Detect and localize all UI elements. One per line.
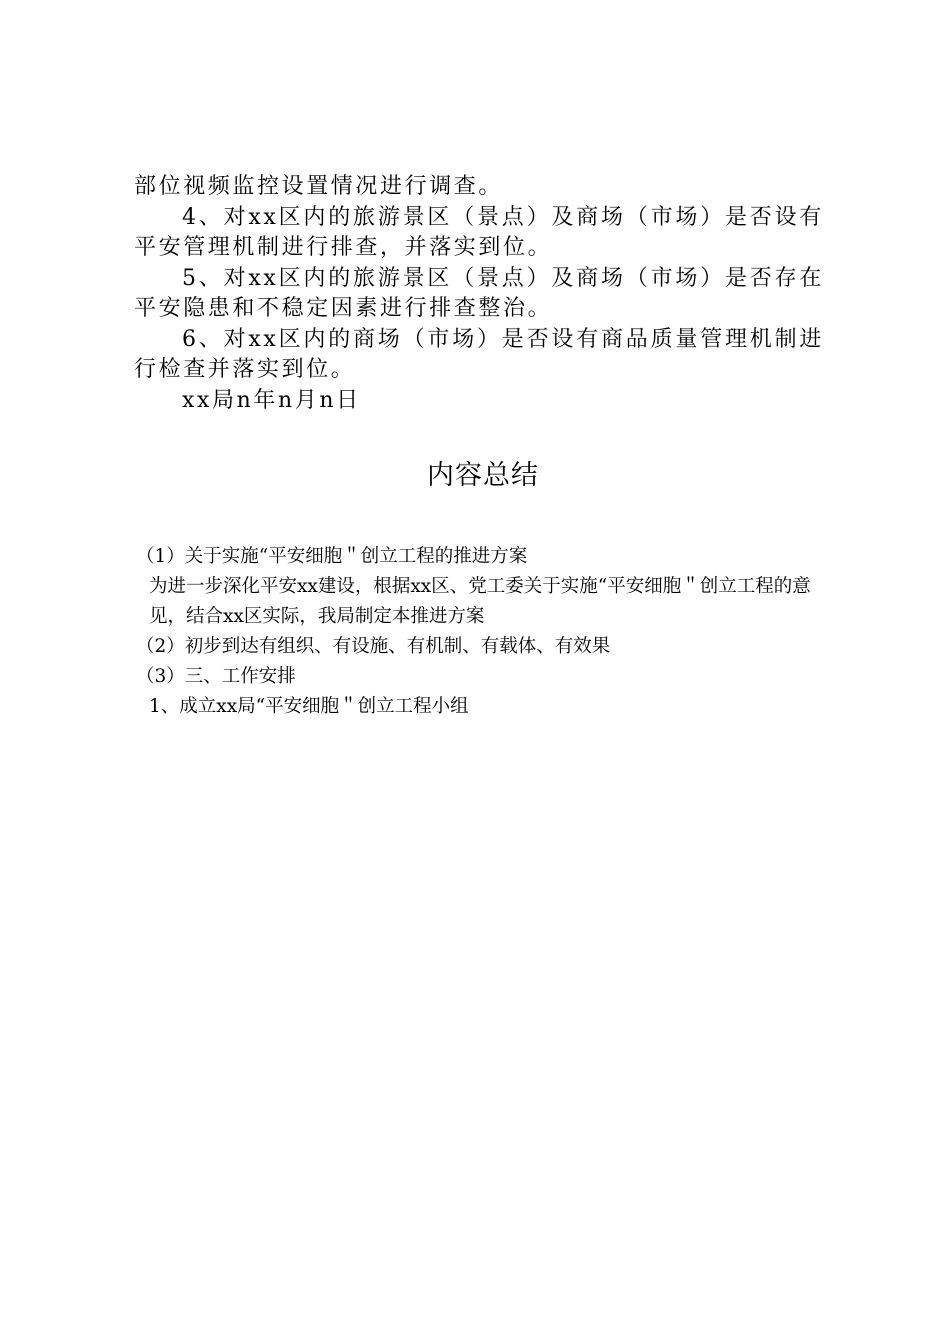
- summary-section: [136, 542, 836, 722]
- summary-item-1-detail: 为进一步深化平安xx建设，根据xx区、党工委关于实施“平安细胞＂创立工程的意见，结合xx区实际，我局制定本推进方案: [149, 576, 811, 627]
- paragraph-continuation: 部位视频监控设置情况进行调查。: [134, 174, 504, 199]
- paragraph-item-5: 5、对xx区内的旅游景区（景点）及商场（市场）是否存在平安隐患和不稳定因素进行排查整治。: [134, 265, 824, 321]
- summary-item-3: （3）三、工作安排: [136, 666, 296, 687]
- summary-item-3-detail: 1、成立xx局“平安细胞＂创立工程小组: [149, 696, 469, 717]
- document-signature-date: xx局n年n月n日: [182, 387, 361, 413]
- summary-item-2: （2）初步到达有组织、有设施、有机制、有载体、有效果: [136, 636, 611, 657]
- paragraph-item-4: 4、对xx区内的旅游景区（景点）及商场（市场）是否设有平安管理机制进行排查，并落实到位。: [134, 204, 824, 260]
- summary-title: 内容总结: [427, 460, 539, 491]
- document-body: [134, 172, 824, 416]
- paragraph-item-6: 6、对xx区内的商场（市场）是否设有商品质量管理机制进行检查并落实到位。: [134, 326, 824, 382]
- summary-item-1: （1）关于实施“平安细胞＂创立工程的推进方案: [136, 546, 528, 567]
